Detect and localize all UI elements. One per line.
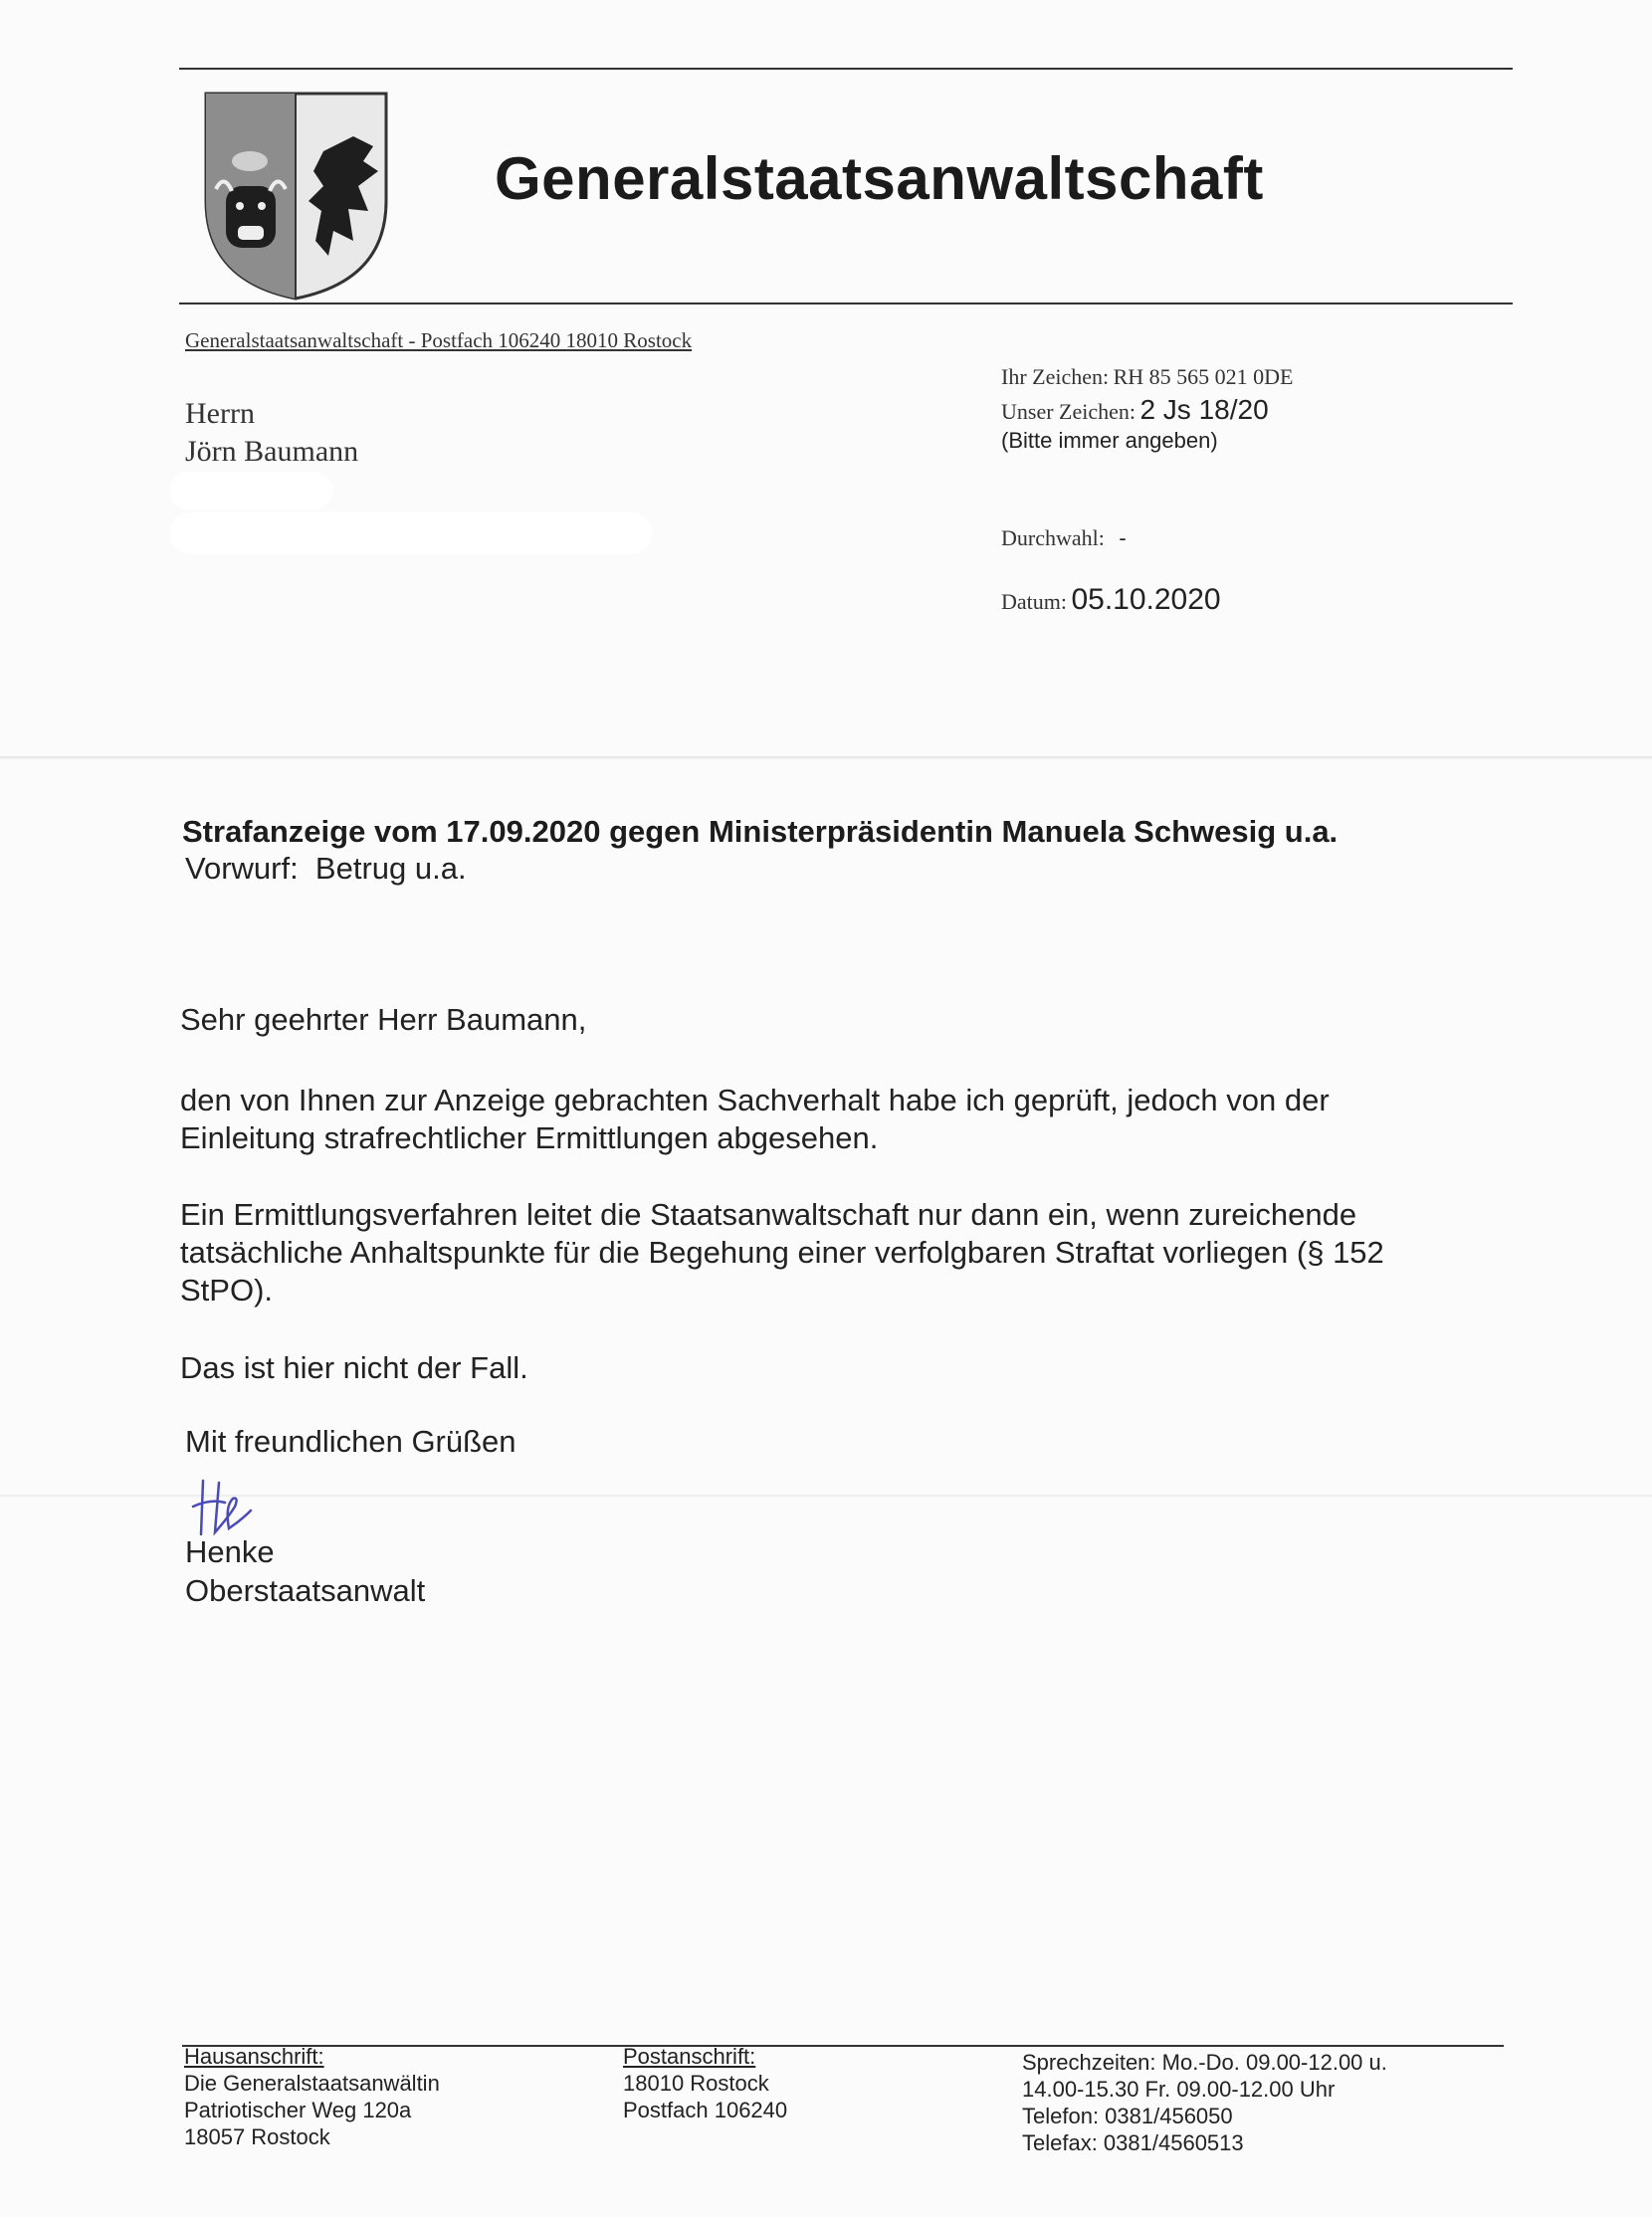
page-title: Generalstaatsanwaltschaft — [495, 145, 1264, 212]
sender-address-line: Generalstaatsanwaltschaft - Postfach 106240 18010 Rostock — [185, 328, 693, 352]
header-bottom-rule — [179, 302, 1513, 304]
paragraph-2-line-1: Ein Ermittlungsverfahren leitet die Staatsanwaltschaft nur dann ein, wenn zureichende — [180, 1197, 1357, 1232]
paragraph-3: Das ist hier nicht der Fall. — [180, 1350, 528, 1385]
paragraph-1-line-2: Einleitung strafrechtlicher Ermittlungen abgesehen. — [180, 1120, 879, 1155]
footer-house-address — [184, 2043, 440, 2150]
fax-number: Telefax: 0381/4560513 — [1022, 2130, 1244, 2155]
paper-fold-upper — [0, 756, 1652, 759]
subject-accusation: Vorwurf: Betrug u.a. — [185, 851, 467, 886]
header-top-rule — [179, 68, 1513, 70]
footer-postal-address — [623, 2043, 787, 2123]
datum-value: 05.10.2020 — [1071, 583, 1221, 616]
recipient-salutation: Herrn — [185, 397, 255, 430]
unser-zeichen-value: 2 Js 18/20 — [1139, 394, 1269, 425]
recipient-name: Jörn Baumann — [185, 435, 359, 468]
closing: Mit freundlichen Grüßen — [185, 1424, 516, 1459]
durchwahl-row — [1001, 525, 1127, 551]
ihr-zeichen-value: RH 85 565 021 0DE — [1113, 364, 1294, 389]
datum-row — [1001, 583, 1221, 617]
footer-office-hours — [1022, 2049, 1387, 2156]
reference-note: (Bitte immer angeben) — [1001, 428, 1218, 453]
postal-address-label: Postanschrift: — [623, 2044, 756, 2069]
paragraph-2-line-3: StPO). — [180, 1273, 274, 1308]
redacted-address-line-2 — [169, 512, 652, 554]
house-address-line-3: 18057 Rostock — [184, 2124, 330, 2149]
postal-address-line-1: 18010 Rostock — [623, 2071, 769, 2096]
durchwahl-value: - — [1119, 525, 1127, 550]
ihr-zeichen-label: Ihr Zeichen: — [1001, 364, 1110, 389]
signatory-name: Henke — [185, 1534, 275, 1569]
office-hours-line-1: Sprechzeiten: Mo.-Do. 09.00-12.00 u. — [1022, 2050, 1387, 2075]
phone-number: Telefon: 0381/456050 — [1022, 2104, 1233, 2128]
ihr-zeichen-row — [1001, 364, 1293, 390]
postal-address-line-2: Postfach 106240 — [623, 2098, 788, 2122]
durchwahl-label: Durchwahl: — [1001, 525, 1105, 550]
unser-zeichen-row — [1001, 394, 1269, 426]
house-address-label: Hausanschrift: — [184, 2044, 324, 2069]
paragraph-2-line-2: tatsächliche Anhaltspunkte für die Begehung einer verfolgbaren Straftat vorliegen (§ 152 — [180, 1235, 1384, 1270]
signatory-title: Oberstaatsanwalt — [185, 1573, 426, 1608]
house-address-line-2: Patriotischer Weg 120a — [184, 2098, 412, 2122]
redacted-address-line-1 — [169, 472, 333, 509]
unser-zeichen-label: Unser Zeichen: — [1001, 399, 1136, 424]
subject-line: Strafanzeige vom 17.09.2020 gegen Ministerpräsidentin Manuela Schwesig u.a. — [182, 814, 1339, 849]
office-hours-line-2: 14.00-15.30 Fr. 09.00-12.00 Uhr — [1022, 2077, 1336, 2102]
datum-label: Datum: — [1001, 589, 1067, 614]
house-address-line-1: Die Generalstaatsanwältin — [184, 2071, 440, 2096]
paragraph-1-line-1: den von Ihnen zur Anzeige gebrachten Sachverhalt habe ich geprüft, jedoch von der — [180, 1083, 1330, 1117]
greeting: Sehr geehrter Herr Baumann, — [180, 1002, 587, 1037]
handwritten-signature — [189, 1477, 269, 1538]
coat-of-arms-emblem — [204, 92, 388, 301]
